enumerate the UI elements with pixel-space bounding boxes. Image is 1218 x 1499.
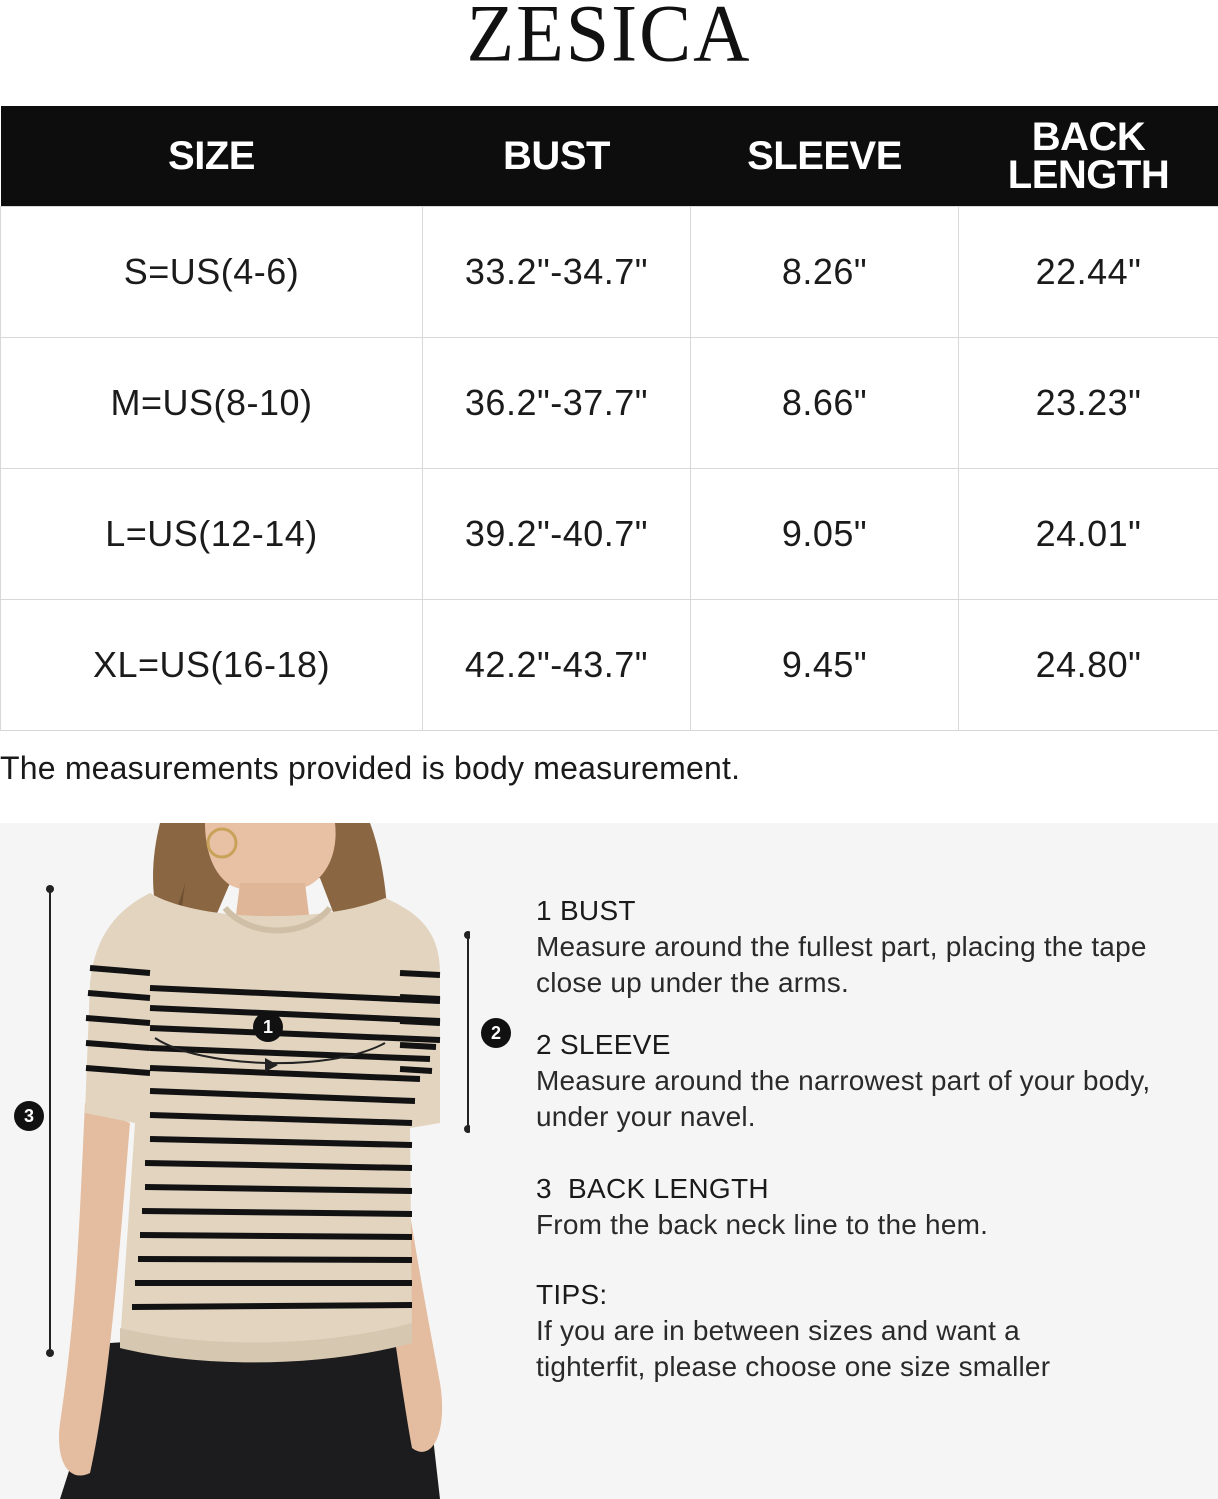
marker-3-badge: 3 xyxy=(14,1101,44,1131)
guide-sleeve-title: 2 SLEEVE xyxy=(536,1029,671,1060)
cell-bust: 33.2"-34.7" xyxy=(423,207,691,338)
cell-bust: 39.2"-40.7" xyxy=(423,469,691,600)
cell-size: XL=US(16-18) xyxy=(1,600,423,731)
model-photo xyxy=(0,823,470,1499)
header-size: SIZE xyxy=(1,106,423,207)
header-bust: BUST xyxy=(423,106,691,207)
cell-back-length: 24.80" xyxy=(959,600,1218,731)
guide-tips-title: TIPS: xyxy=(536,1279,608,1310)
guide-sleeve-text: Measure around the narrowest part of your body, under your navel. xyxy=(536,1065,1151,1132)
cell-sleeve: 9.45" xyxy=(691,600,959,731)
cell-size: M=US(8-10) xyxy=(1,338,423,469)
table-row xyxy=(1,600,1218,731)
marker-2-badge: 2 xyxy=(481,1018,511,1048)
cell-sleeve: 8.66" xyxy=(691,338,959,469)
table-header-row xyxy=(1,106,1218,207)
cell-bust: 42.2"-43.7" xyxy=(423,600,691,731)
cell-size: L=US(12-14) xyxy=(1,469,423,600)
cell-size: S=US(4-6) xyxy=(1,207,423,338)
size-chart-table xyxy=(0,106,1218,731)
cell-back-length: 24.01" xyxy=(959,469,1218,600)
cell-bust: 36.2"-37.7" xyxy=(423,338,691,469)
header-sleeve: SLEEVE xyxy=(691,106,959,207)
guide-item-tips xyxy=(536,1277,1156,1385)
guide-tips-text: If you are in between sizes and want a tighterfit, please choose one size smaller xyxy=(536,1315,1051,1382)
table-row xyxy=(1,469,1218,600)
guide-item-back-length xyxy=(536,1171,1156,1243)
table-row xyxy=(1,207,1218,338)
brand-logo: ZESICA xyxy=(466,0,752,79)
guide-bust-title: 1 BUST xyxy=(536,895,636,926)
cell-sleeve: 8.26" xyxy=(691,207,959,338)
cell-back-length: 22.44" xyxy=(959,207,1218,338)
header-back-length: BACK LENGTH xyxy=(959,106,1218,207)
guide-back-length-text: From the back neck line to the hem. xyxy=(536,1209,989,1240)
measurement-instructions xyxy=(536,893,1156,1411)
measurement-note: The measurements provided is body measurement. xyxy=(0,750,741,786)
cell-back-length: 23.23" xyxy=(959,338,1218,469)
guide-item-bust xyxy=(536,893,1156,1001)
cell-sleeve: 9.05" xyxy=(691,469,959,600)
measurement-guide-panel xyxy=(0,823,1218,1499)
table-row xyxy=(1,338,1218,469)
guide-back-length-title: 3 BACK LENGTH xyxy=(536,1173,769,1204)
marker-1-badge: 1 xyxy=(253,1012,283,1042)
guide-item-sleeve xyxy=(536,1027,1156,1135)
guide-bust-text: Measure around the fullest part, placing the tape close up under the arms. xyxy=(536,931,1147,998)
